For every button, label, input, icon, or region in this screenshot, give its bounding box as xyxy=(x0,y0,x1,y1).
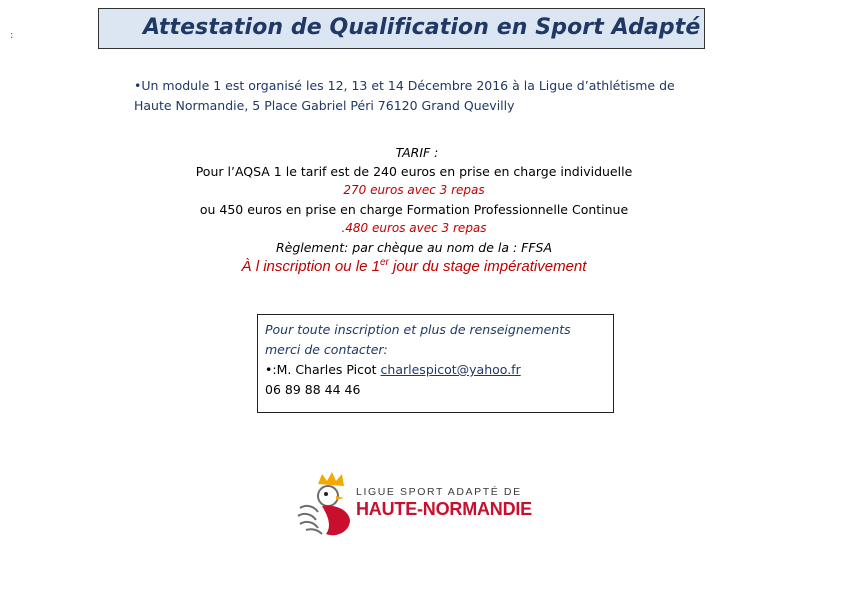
tarif-heading: TARIF : xyxy=(395,145,439,160)
corner-mark: : xyxy=(10,30,14,41)
rooster-beak xyxy=(336,496,344,500)
title-box xyxy=(98,8,705,49)
contact-name: •:M. Charles Picot xyxy=(265,362,381,377)
important-notice xyxy=(150,257,678,275)
contact-box xyxy=(257,314,614,413)
module-line-1 xyxy=(134,76,714,96)
important-part-2: jour du stage impérativement xyxy=(388,258,587,275)
email-link[interactable]: charlespicot@yahoo.fr xyxy=(380,362,521,377)
tarif-individual-meals: 270 euros avec 3 repas xyxy=(343,183,485,197)
feather-line-4 xyxy=(306,529,322,534)
payment-info: Règlement: par chèque au nom de la : FFSA xyxy=(275,240,553,255)
bullet: • xyxy=(134,78,142,93)
important-part-1: À l inscription ou le 1 xyxy=(241,258,380,275)
feather-line-1 xyxy=(300,506,318,512)
feather-line-2 xyxy=(298,514,316,520)
rooster-icon xyxy=(292,468,356,540)
logo-line-1: LIGUE SPORT ADAPTÉ DE xyxy=(356,486,522,498)
contact-phone: 06 89 88 44 46 xyxy=(265,382,361,397)
module-text-1: Un module 1 est organisé les 12, 13 et 14 Décembre 2016 à la Ligue d’athlétisme de xyxy=(141,78,675,93)
contact-intro-1: Pour toute inscription et plus de renseignements xyxy=(265,322,571,337)
tarif-block xyxy=(150,143,678,257)
module-line-2: Haute Normandie, 5 Place Gabriel Péri 76120 Grand Quevilly xyxy=(134,98,515,113)
rooster-eye xyxy=(324,492,328,496)
feather-line-3 xyxy=(300,522,318,528)
contact-name-line xyxy=(265,360,606,380)
logo-line-2: HAUTE-NORMANDIE xyxy=(356,499,532,519)
crown-shape xyxy=(318,472,344,486)
rooster-body xyxy=(322,506,350,536)
module-info xyxy=(134,76,714,116)
league-logo xyxy=(292,468,552,540)
rooster-head xyxy=(318,486,338,506)
tarif-professional: ou 450 euros en prise en charge Formation Professionnelle Continue xyxy=(199,202,629,217)
tarif-individual: Pour l’AQSA 1 le tarif est de 240 euros en prise en charge individuelle xyxy=(195,164,633,179)
tarif-professional-meals: .480 euros avec 3 repas xyxy=(341,221,487,235)
contact-intro-2: merci de contacter: xyxy=(265,342,388,357)
page-title: Attestation de Qualification en Sport Adapté xyxy=(143,15,701,40)
important-sup: er xyxy=(379,257,389,268)
